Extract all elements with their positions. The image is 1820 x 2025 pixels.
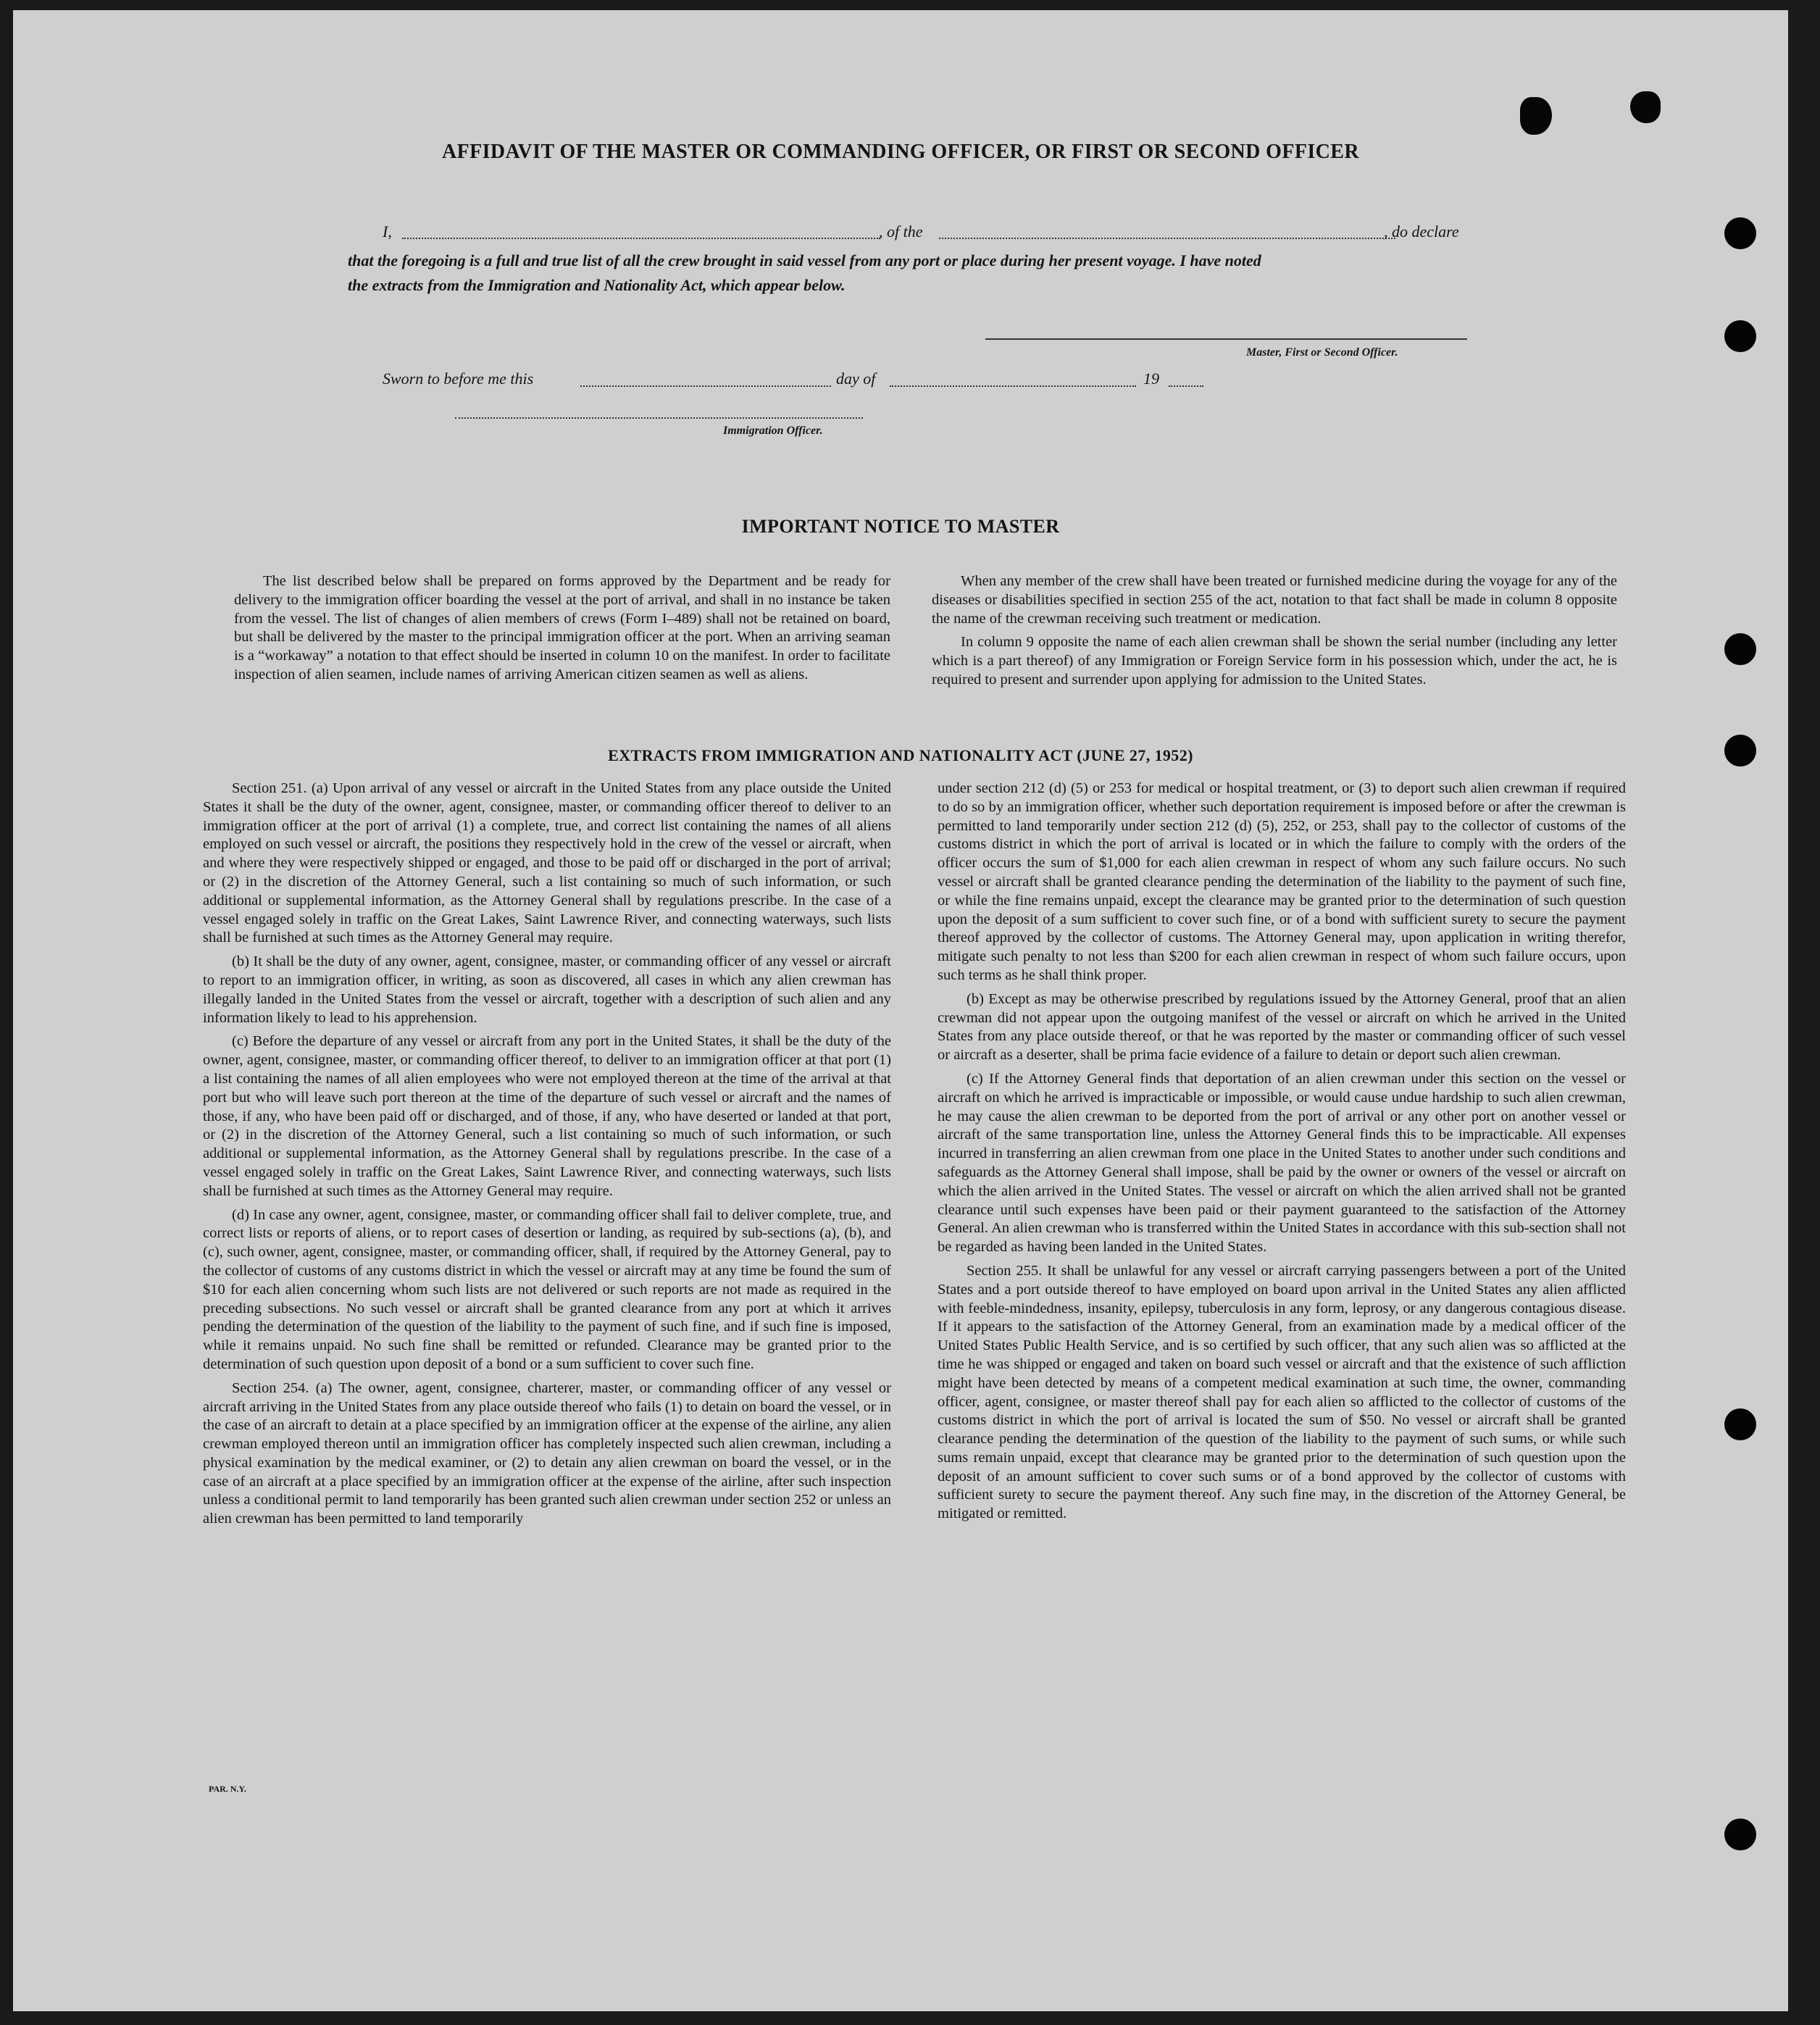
sworn-day-field[interactable] (580, 385, 831, 387)
act-section-paragraph: (b) Except as may be otherwise prescribed by regulations issued by the Attorney General, proof that an alien crewman did not appear upon the outgoing manifest of the vessel or aircraft on which he arrived in the United States from any place outside thereof, or that he was reported by the master or commanding officer of such vessel or aircraft as a deserter, shall be prima facie evidence of a failure to detain or deport such alien crewman. (938, 990, 1626, 1064)
affidavit-title: AFFIDAVIT OF THE MASTER OR COMMANDING OFFICER, OR FIRST OR SECOND OFFICER (442, 141, 1359, 163)
binder-hole (1724, 633, 1756, 665)
notice-left-column (234, 572, 890, 690)
officer-label: Immigration Officer. (723, 425, 823, 437)
name-field[interactable] (402, 238, 880, 239)
binder-hole (1724, 320, 1756, 352)
officer-signature-line[interactable] (455, 417, 863, 419)
notice-right-column (932, 572, 1617, 695)
document-page (13, 10, 1788, 2011)
binder-hole (1724, 1408, 1756, 1440)
master-signature-label: Master, First or Second Officer. (1246, 346, 1398, 359)
notice-paragraph: When any member of the crew shall have been treated or furnished medicine during the voyage for any of the diseases or disabilities specified in section 255 of the act, notation to that fact shall be made in column 8 opposite the name of the crewman receiving such treatment or medication. (932, 573, 1617, 627)
extracts-title: EXTRACTS FROM IMMIGRATION AND NATIONALITY ACT (JUNE 27, 1952) (608, 746, 1193, 764)
notice-paragraph: The list described below shall be prepared on forms approved by the Department and be ready for delivery to the immigration officer boarding the vessel at the port of arrival, and shall in no instance be taken from the vessel. The list of changes of alien members of crews (Form I–489) shall not be retained on board, but shall be delivered by the master to the principal immigration officer at the port. When an arriving seaman is a “workaway” a notation to that effect should be inserted in column 10 on the manifest. In order to facilitate inspection of alien seamen, include names of arriving American citizen seamen as well as aliens. (234, 573, 890, 682)
declaration-line-1: that the foregoing is a full and true list of all the crew brought in said vessel from any port or place during her present voyage. I have noted (348, 251, 1261, 270)
act-section-paragraph: (b) It shall be the duty of any owner, agent, consignee, master, or commanding officer of any vessel or aircraft to report to an immigration officer, in writing, as soon as discovered, all cases in which any alien crewman has illegally landed in the United States from the vessel or aircraft, together with a description of such alien and any information likely to lead to his apprehension. (203, 953, 891, 1026)
master-signature-line[interactable] (985, 338, 1467, 340)
act-section-paragraph: Section 255. It shall be unlawful for any vessel or aircraft carrying passengers between a port of the United States and a port outside thereof to have employed on board upon arrival in the United States any alien afflicted with feeble-mindedness, insanity, epilepsy, tuberculosis in any form, leprosy, or any dangerous contagious disease. If it appears to the satisfaction of the Attorney General, from an examination made by a medical officer of the United States Public Health Service, and is so certified by such officer, that any such alien was so afflicted at the time he was shipped or engaged and taken on board such vessel or aircraft and that the existence of such affliction might have been detected by means of a competent medical examination at such time, the owner, commanding officer, agent, consignee, or master thereof shall pay for each alien so afflicted to the collector of customs of the customs district in which the port of arrival is located the sum of $50. No vessel or aircraft shall be granted clearance pending the determination of the question of the liability to the payment of such sums, or while such sums remain unpaid, except that clearance may be granted prior to the determination of such question upon the deposit of an amount sufficient to cover such sums or of a bond approved by the collector of customs with sufficient surety to secure the payment thereof. Any such fine may, in the discretion of the Attorney General, be mitigated or remitted. (938, 1262, 1626, 1522)
do-declare-label: , do declare (1384, 222, 1459, 241)
sworn-year-field[interactable] (1169, 385, 1203, 387)
printer-mark: PAR. N.Y. (209, 1784, 247, 1794)
year-label: 19 (1143, 369, 1159, 388)
act-section-paragraph: Section 254. (a) The owner, agent, consignee, charterer, master, or commanding officer of any vessel or aircraft arriving in the United States from any place outside thereof who fails (1) to detain on board the vessel, or in the case of an aircraft to detain at a place specified by an immigration officer at the expense of the airline, any alien crewman employed thereon until an immigration officer has completely inspected such alien crewman, including a physical examination by the medical examiner, or (2) to detain any alien crewman on board the vessel, or in the case of an aircraft at a place specified by an immigration officer at the expense of the airline, after such inspection unless a conditional permit to land temporarily has been granted such alien crewman under section 252 or unless an alien crewman has been permitted to land temporarily (203, 1379, 891, 1527)
act-section-paragraph: Section 251. (a) Upon arrival of any vessel or aircraft in the United States from any place outside the United States it shall be the duty of the owner, agent, consignee, master, or commanding officer thereof to deliver to an immigration officer at the port of arrival (1) a complete, true, and correct list containing the names of all aliens employed on such vessel or aircraft, the positions they respectively hold in the crew of the vessel or aircraft, when and where they were respectively shipped or engaged, and those to be paid off or discharged in the port of arrival; or (2) in the discretion of the Attorney General, such a list containing so much of such information, or such additional or supplemental information, as the Attorney General shall by regulations prescribe. In the case of a vessel engaged solely in traffic on the Great Lakes, Saint Lawrence River, and connecting waterways, such lists shall be furnished at such times as the Attorney General may require. (203, 780, 891, 946)
of-the-label: , of the (879, 222, 923, 241)
ink-blot (1520, 97, 1552, 135)
sworn-month-field[interactable] (890, 385, 1136, 387)
i-label: I, (383, 222, 392, 241)
ink-blot (1630, 91, 1661, 123)
notice-paragraph: In column 9 opposite the name of each alien crewman shall be shown the serial number (including any letter which is a part thereof) of any Immigration or Foreign Service form in his possession which, under the act, he is required to present and surrender upon applying for admission to the United States. (932, 634, 1617, 688)
extracts-right-column (938, 780, 1626, 1529)
act-section-paragraph: (c) Before the departure of any vessel or aircraft from any port in the United States, it shall be the duty of the owner, agent, consignee, master, or commanding officer thereof, to deliver to an immigration officer at that port (1) a list containing the names of all alien employees who were not employed thereon at the time of the arrival at that port but who will leave such port thereon at the time of the departure of such vessel or aircraft and the names of those, if any, who have been paid off or discharged, and of those, if any, who have deserted or landed at that port, or (2) in the discretion of the Attorney General, such a list containing so much of such information, or such additional or supplemental information, as the Attorney General shall by regulations prescribe. In the case of a vessel engaged solely in traffic on the Great Lakes, Saint Lawrence River, and connecting waterways, such lists shall be furnished at such times as the Attorney General may require. (203, 1033, 891, 1199)
act-section-paragraph: (c) If the Attorney General finds that deportation of an alien crewman under this section on the vessel or aircraft on which he arrived is impracticable or impossible, or would cause undue hardship to such alien crewman, he may cause the alien crewman to be deported from the port of arrival or any other port on another vessel or aircraft of the same transportation line, unless the Attorney General finds this to be impracticable. All expenses incurred in transferring an alien crewman from one place in the United States to another under such conditions and safeguards as the Attorney General shall impose, shall be paid by the owner or owners of the vessel or aircraft on which the alien arrived in the United States. The vessel or aircraft on which the alien arrived shall not be granted clearance until such expenses have been paid or their payment guaranteed to the satisfaction of the Attorney General. An alien crewman who is transferred within the United States in accordance with this sub-section shall not be regarded as having been landed in the United States. (938, 1070, 1626, 1256)
extracts-left-column (203, 780, 891, 1534)
binder-hole (1724, 217, 1756, 249)
vessel-field[interactable] (939, 238, 1395, 239)
declaration-line-2: the extracts from the Immigration and Nationality Act, which appear below. (348, 276, 846, 294)
day-of-label: day of (836, 369, 876, 388)
sworn-label: Sworn to before me this (383, 369, 534, 388)
act-section-paragraph: under section 212 (d) (5) or 253 for medical or hospital treatment, or (3) to deport such alien crewman if required to do so by an immigration officer, whether such deportation requirement is imposed before or after the crewman is permitted to land temporarily under section 212 (d) (5), 252, or 253, shall pay to the collector of customs of the customs district in which the port of arrival is located or in which the failure to comply with the orders of the officer occurs the sum of $1,000 for each alien crewman in respect of whom any such failure occurs. No such vessel or aircraft shall be granted clearance pending the determination of the liability to the payment of such fine, or while the fine remains unpaid, except the clearance may be granted prior to the determination of such question upon the deposit of a sum sufficient to cover such fine, or of a bond with sufficient surety to secure the payment thereof approved by the collector of customs. The Attorney General may, upon application in writing therefor, mitigate such penalty to not less than $200 for each alien crewman in respect of whom such failure occurs, upon such terms as he shall think proper. (938, 780, 1626, 983)
binder-hole (1724, 1819, 1756, 1850)
notice-title: IMPORTANT NOTICE TO MASTER (741, 516, 1060, 537)
act-section-paragraph: (d) In case any owner, agent, consignee, master, or commanding officer shall fail to deliver complete, true, and correct lists or reports of aliens, or to report cases of desertion or landing, as required by sub-sections (a), (b), and (c), such owner, agent, consignee, master, or commanding officer, shall, if required by the Attorney General, pay to the collector of customs of any customs district in which the vessel or aircraft may at any time be found the sum of $10 for each alien concerning whom such lists are not delivered or such reports are not made as required in the preceding subsections. No such vessel or aircraft shall be granted clearance from any port at which it arrives pending the determination of the question of the liability to the payment of such fine, and if such fine is imposed, while it remains unpaid. No such fine shall be remitted or refunded. Clearance may be granted prior to the determination of such question upon deposit of a bond or a sum sufficient to cover such fine. (203, 1206, 891, 1372)
